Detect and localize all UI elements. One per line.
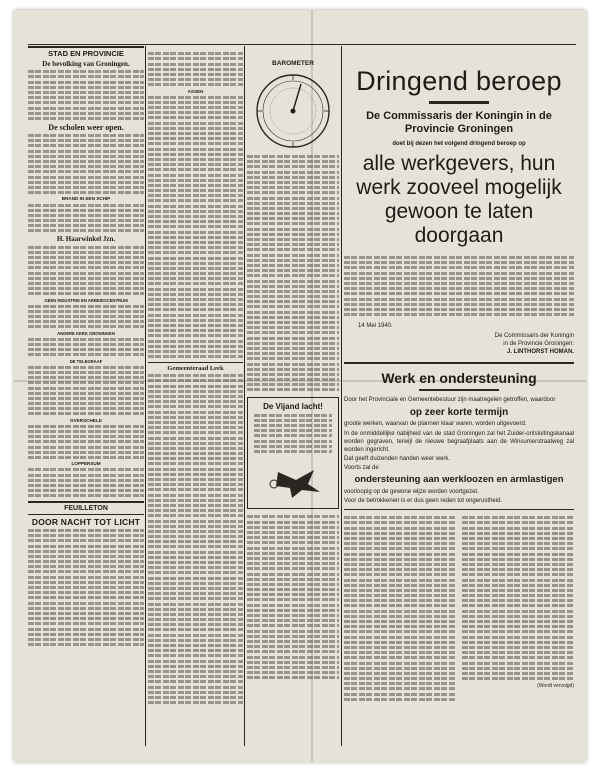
heading-gemeenteraad: Gemeenteraad Leek bbox=[167, 365, 224, 373]
second-column bbox=[148, 50, 243, 746]
signature-name: J. LINTHORST HOMAN. bbox=[507, 349, 574, 356]
text-block bbox=[344, 256, 574, 316]
text-block bbox=[28, 425, 144, 459]
text-block bbox=[28, 204, 144, 233]
text-block bbox=[28, 246, 144, 296]
subhead-loppersum: LOPPERSUM bbox=[71, 461, 101, 467]
section-title-stad: STAD EN PROVINCIE bbox=[48, 49, 124, 58]
text-block bbox=[28, 468, 144, 497]
text-block bbox=[247, 155, 339, 391]
text-block bbox=[28, 366, 144, 416]
subhead-assen: ASSEN bbox=[187, 88, 204, 94]
vijand-illustration bbox=[268, 462, 328, 502]
feuilleton-title: DOOR NACHT TOT LICHT bbox=[31, 516, 141, 527]
section2-text: groote werken, waarvan de plannen klaar waren, worden uitgevoerd. bbox=[344, 420, 527, 427]
section2-title: Werk en ondersteuning bbox=[381, 369, 537, 386]
text-block bbox=[148, 96, 243, 358]
text-block bbox=[28, 134, 144, 194]
section2-emph2: ondersteuning aan werkloozen en armlastigen bbox=[354, 473, 564, 485]
headline-scholen: De scholen weer open. bbox=[48, 122, 124, 132]
top-rule bbox=[28, 44, 576, 45]
date: 14 Mei 1940. bbox=[358, 323, 393, 330]
section2-emph: op zeer korte termijn bbox=[409, 406, 509, 418]
section2-intro: Door het Provinciale en Gemeentebestuur zijn maatregelen getroffen, waardoor bbox=[344, 396, 556, 403]
text-block bbox=[248, 414, 338, 453]
feuilleton-top-rule bbox=[28, 501, 144, 503]
section2-text5: voorloopig op de gewone wijze worden voortgezet. bbox=[344, 488, 479, 495]
section2-text4: Voorts zal de bbox=[344, 464, 379, 471]
feuilleton-label: FEUILLETON bbox=[64, 504, 108, 512]
left-column bbox=[28, 46, 144, 746]
subhead-brand: BRAND IN EEN SCHIP bbox=[61, 196, 111, 202]
headline-haarwinkel: H. Haarwinkel Jzn. bbox=[56, 235, 116, 244]
main-title: Dringend beroep bbox=[356, 66, 562, 96]
column-divider bbox=[244, 46, 245, 746]
subhead-industrie: GEEN INDUSTRIE EN ARBEIDSCENTRUM bbox=[44, 297, 128, 303]
column-divider bbox=[145, 46, 146, 746]
vijand-box bbox=[247, 397, 339, 509]
subhead-overscheld: OVERSCHELD bbox=[70, 417, 102, 423]
subtitle: De Commissaris der Koningin in de Provincie Groningen bbox=[366, 110, 552, 135]
vervolgd-label: (Wordt vervolgd) bbox=[537, 683, 574, 690]
gemeente-rule bbox=[148, 362, 243, 363]
title-underline bbox=[429, 101, 489, 104]
third-column bbox=[247, 46, 339, 746]
bottom-col-a bbox=[344, 514, 456, 724]
right-section bbox=[344, 48, 574, 748]
section2-underline bbox=[419, 389, 499, 391]
bottom-columns bbox=[344, 514, 574, 724]
signature-line1: De Commissaris der Koningin bbox=[494, 333, 574, 340]
barometer-dial bbox=[253, 71, 333, 151]
column-divider bbox=[341, 46, 342, 746]
barometer-label: BAROMETER bbox=[272, 60, 314, 67]
text-block bbox=[148, 52, 243, 86]
headline-bevolking: De bevolking van Groningen. bbox=[42, 60, 130, 68]
signature-line2: in de Provincie Groningen: bbox=[503, 341, 574, 348]
intro-small: doet bij dezen het volgend dringend beroep op bbox=[392, 141, 526, 147]
text-block bbox=[28, 305, 144, 329]
text-block bbox=[247, 515, 339, 679]
newspaper-page bbox=[14, 10, 586, 762]
feuilleton-mid-rule bbox=[28, 514, 144, 515]
section2-text2: In de onmiddellijke nabijheid van de stad Groningen zal het Zuider-ontsluitingskanaal worden gegraven, terwijl de nieuwe begraafplaats aan de Winsumerstraatweg zal worden ingericht. bbox=[344, 430, 574, 453]
left-top-rule bbox=[28, 46, 144, 48]
subhead-telegraaf: DE TELEGRAAF bbox=[69, 358, 103, 364]
text-block bbox=[28, 338, 144, 357]
text-block bbox=[28, 70, 144, 120]
section2-text3: Dat geeft duizenden handen weer werk. bbox=[344, 455, 451, 462]
text-block bbox=[148, 374, 243, 704]
bottom-col-b bbox=[462, 514, 574, 724]
section2-bottom-rule bbox=[344, 509, 574, 511]
subhead-kerk: ANDERE KERK GRONINGEN bbox=[57, 330, 115, 336]
lead-text: alle werkgevers, hun werk zooveel mogelijk gewoon te laten doorgaan bbox=[356, 152, 562, 247]
vijand-title: De Vijand lacht! bbox=[263, 402, 323, 412]
section2-text6: Voor de betrokkenen is er dus geen reden tot ongerustheid. bbox=[344, 497, 503, 504]
text-block bbox=[28, 529, 144, 646]
section2-top-rule bbox=[344, 362, 574, 364]
